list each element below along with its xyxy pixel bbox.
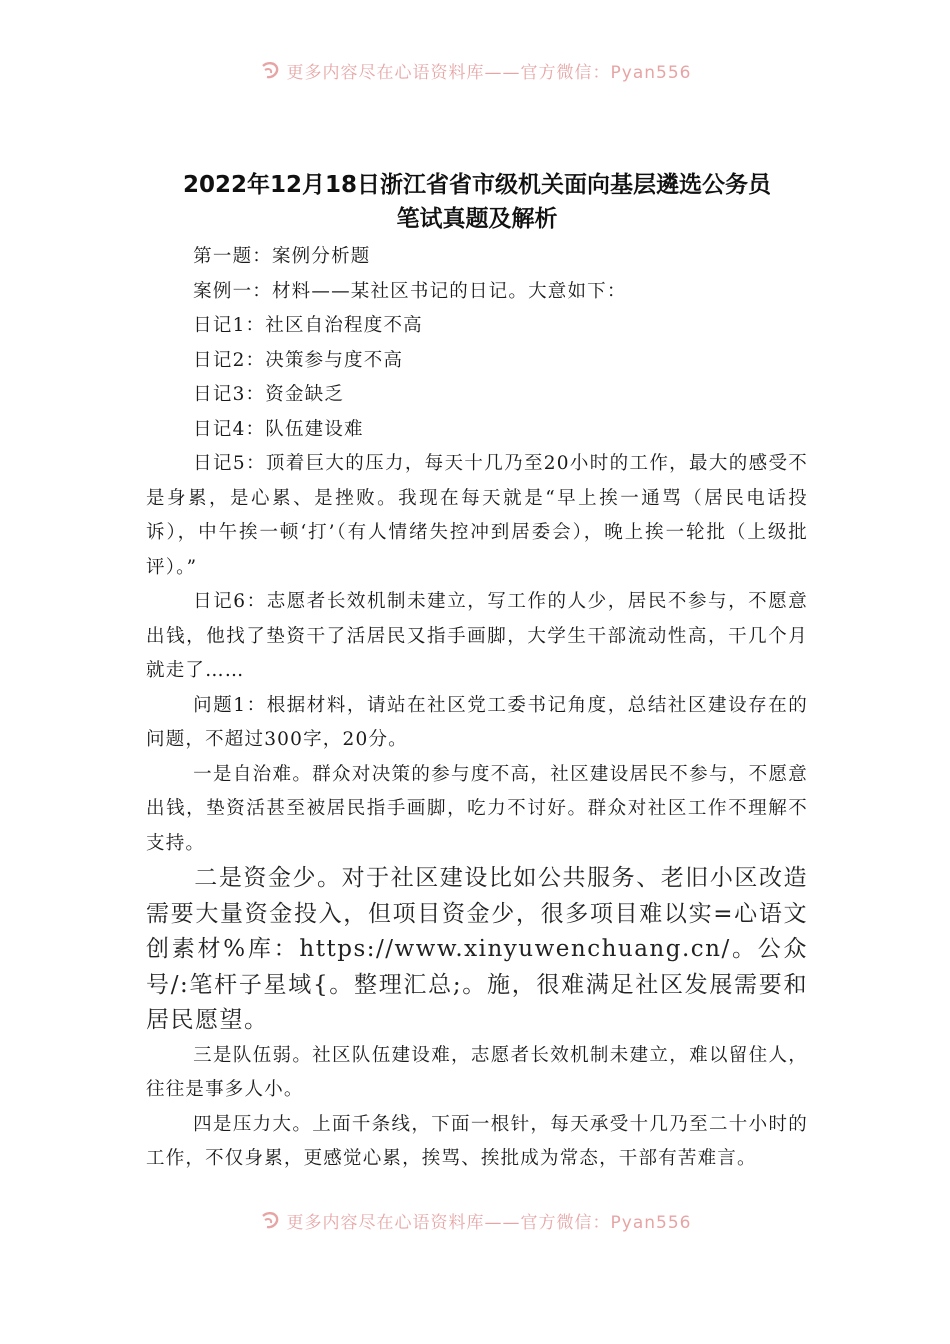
section-heading: 第一题：案例分析题	[193, 246, 371, 267]
watermark-text: 更多内容尽在心语资料库——官方微信：Pyan556	[286, 63, 692, 83]
diary-entry-5: 日记5：顶着巨大的压力，每天十几乃至20小时的工作，最大的感受不是身累，是心累、是挫败。我现在每天就是“早上挨一通骂（居民电话投诉），中午挨一顿‘打’（有人情绪失控冲到居委会），晚上挨一轮批（上级批评）。”	[146, 453, 808, 578]
brand-logo-icon	[259, 60, 281, 82]
diary-entry-6: 日记6：志愿者长效机制未建立，写工作的人少，居民不参与，不愿意出钱，他找了垫资干了活居民又指手画脚，大学生干部流动性高，干几个月就走了……	[146, 591, 808, 681]
title-line-1: 2022年12月18日浙江省省市级机关面向基层遴选公务员	[182, 172, 772, 198]
document-body	[146, 168, 808, 1177]
document-title	[136, 168, 818, 236]
diary-entry-3: 日记3：资金缺乏	[193, 384, 345, 405]
header-watermark	[0, 58, 950, 83]
answer-point-3: 三是队伍弱。社区队伍建设难，志愿者长效机制未建立，难以留住人，往往是事多人小。	[146, 1044, 808, 1100]
answer-point-2: 二是资金少。对于社区建设比如公共服务、老旧小区改造需要大量资金投入，但项目资金少，很多项目难以实=心语文创素材%库：https://www.xinyuwenchuang.cn/。公众号/:笔杆子星域{。整理汇总;。施，很难满足社区发展需要和居民愿望。	[146, 865, 808, 1033]
diary-entry-1: 日记1：社区自治程度不高	[193, 315, 423, 336]
footer-watermark	[0, 1208, 950, 1233]
question-1: 问题1：根据材料，请站在社区党工委书记角度，总结社区建设存在的问题，不超过300字，20分。	[146, 694, 808, 750]
watermark-text: 更多内容尽在心语资料库——官方微信：Pyan556	[286, 1213, 692, 1233]
case-intro: 案例一：材料——某社区书记的日记。大意如下：	[193, 280, 627, 302]
title-line-2: 笔试真题及解析	[396, 206, 558, 232]
diary-entry-2: 日记2：决策参与度不高	[193, 349, 404, 371]
brand-logo-icon	[259, 1210, 281, 1232]
answer-point-4: 四是压力大。上面千条线，下面一根针，每天承受十几乃至二十小时的工作，不仅身累，更感觉心累，挨骂、挨批成为常态，干部有苦难言。	[146, 1113, 808, 1169]
diary-entry-4: 日记4：队伍建设难	[193, 418, 364, 440]
answer-point-1: 一是自治难。群众对决策的参与度不高，社区建设居民不参与，不愿意出钱，垫资活甚至被居民指手画脚，吃力不讨好。群众对社区工作不理解不支持。	[146, 763, 808, 854]
